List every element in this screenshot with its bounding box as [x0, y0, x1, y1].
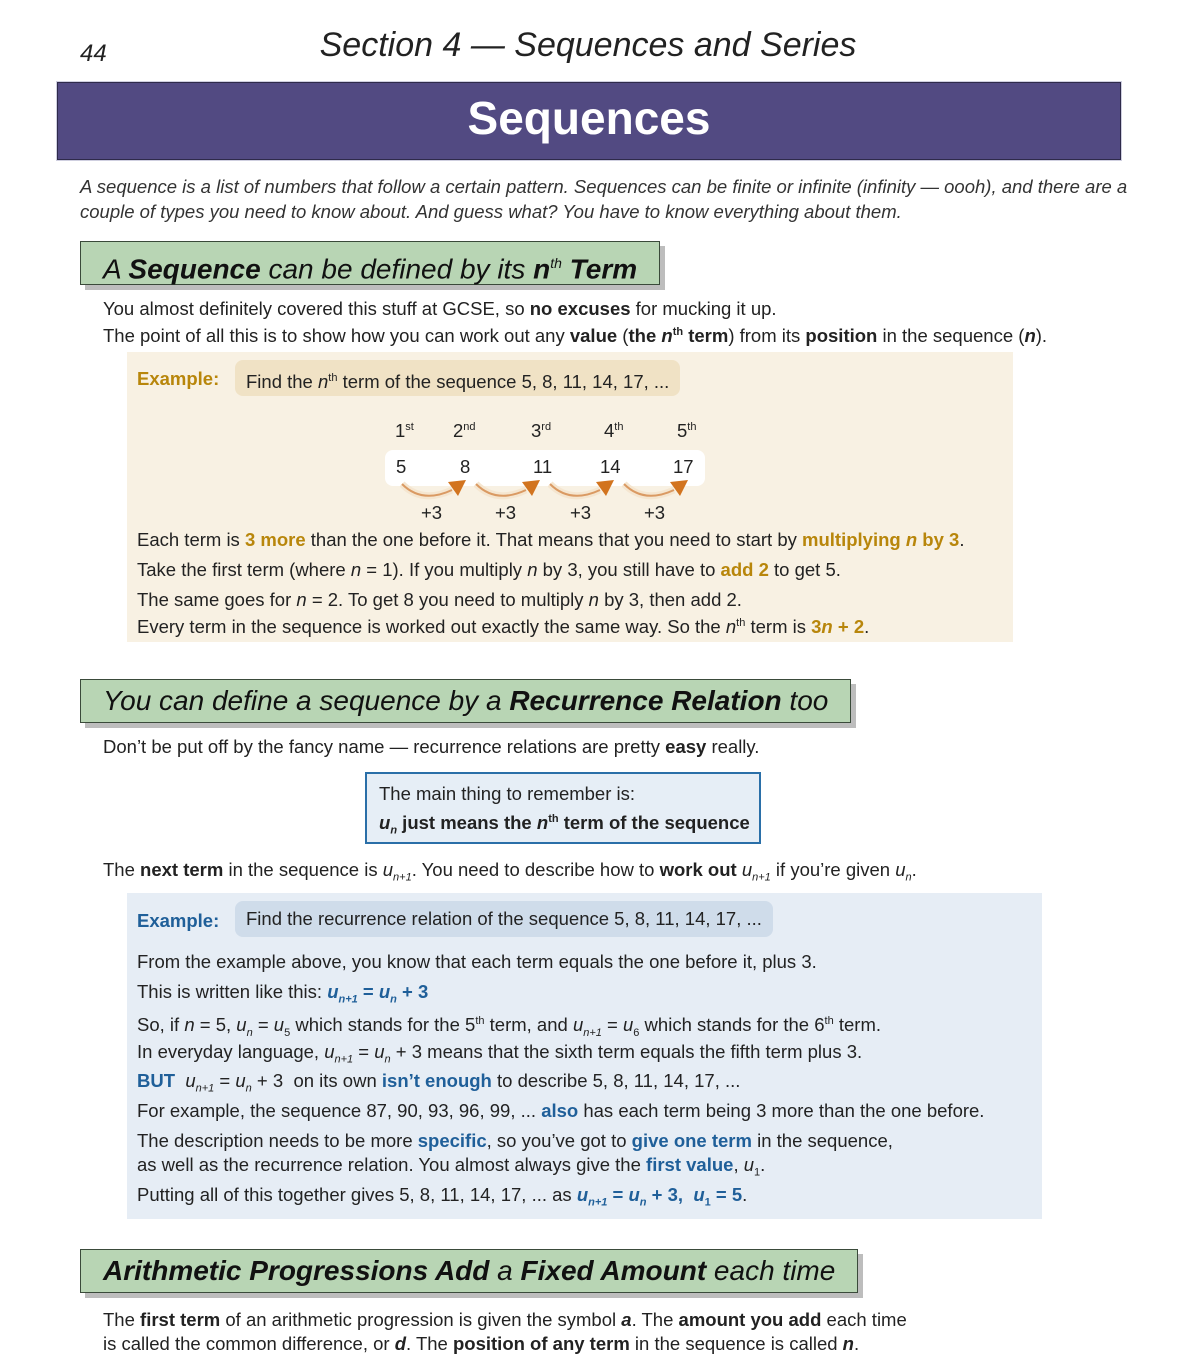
text: u [693, 1184, 705, 1205]
text: term. [833, 1014, 881, 1036]
text: n [821, 616, 833, 638]
text: st [405, 420, 414, 433]
heading-text: can be defined by its [260, 253, 534, 285]
text: = [607, 1184, 629, 1205]
text: Putting all of this together gives 5, 8, 11, 14, 17, ... as [137, 1184, 577, 1205]
text: n [318, 371, 329, 393]
text: no excuses [529, 298, 631, 319]
text [395, 1333, 406, 1354]
text: position of any term [452, 1333, 630, 1354]
text: + 3 means that the sixth term equals the fifth term plus 3. [390, 1041, 863, 1062]
text: u [374, 1041, 385, 1062]
example-question: Find the recurrence relation of the sequence 5, 8, 11, 14, 17, ... [235, 901, 773, 937]
text: n [725, 616, 737, 638]
text: . [959, 529, 965, 550]
text: The [103, 1309, 141, 1330]
text: = [353, 1041, 375, 1062]
text: 5 [284, 1026, 291, 1039]
text: in the sequence is [223, 859, 383, 880]
text: u [741, 859, 753, 880]
heading-text: Recurrence Relation [509, 685, 782, 716]
sequence-value: 5 [396, 456, 407, 477]
text: term is [745, 616, 812, 638]
ordinal-label [395, 420, 414, 442]
text: term of the sequence 5, 8, 11, 14, 17, ... [337, 371, 670, 393]
text: than the one before it. That means that you need to start by [305, 529, 803, 550]
text: u [378, 981, 391, 1002]
text: = [214, 1070, 236, 1091]
text: n+1 [583, 1026, 602, 1039]
sequence-value: 14 [600, 456, 621, 477]
text: Don’t be put off by the fancy name — recurrence relations are pretty [103, 736, 666, 757]
paragraph [103, 1307, 907, 1332]
text: = 5 [710, 1184, 743, 1205]
text: = 2. To get 8 you need to multiply [306, 589, 589, 610]
text: 1 [704, 1196, 711, 1209]
page-title: Sequences [467, 92, 711, 144]
text: n [246, 1026, 253, 1039]
page-number: 44 [80, 40, 107, 67]
text: 5 [677, 420, 688, 441]
text: next term [140, 859, 224, 880]
explanation-line [137, 1068, 740, 1102]
example-label: Example: [137, 368, 220, 389]
key-point-callout [365, 772, 761, 844]
text: easy [665, 736, 707, 757]
text [752, 872, 771, 884]
text: which stands for the 5 [290, 1014, 476, 1036]
heading-text: th [550, 255, 562, 271]
ordinal-label [453, 420, 476, 442]
text: u [379, 812, 391, 833]
text: n [296, 589, 307, 610]
text: as well as the recurrence relation. You almost always give the [137, 1154, 647, 1175]
section-heading-arithmetic-progressions [80, 1249, 858, 1293]
text: which stands for the 6 [639, 1014, 825, 1036]
text: n+1 [752, 871, 771, 884]
example-recurrence-relation [127, 893, 1042, 1219]
text: has each term being 3 more than the one before. [578, 1100, 985, 1121]
text: You almost definitely covered this stuff at GCSE, so [103, 298, 530, 319]
ordinal-label [531, 420, 551, 442]
text [175, 1070, 185, 1091]
text: each time [821, 1309, 907, 1330]
text: ( [617, 325, 629, 347]
example-label: Example: [137, 910, 220, 931]
text: isn’t enough [381, 1070, 492, 1091]
text: n [350, 559, 362, 580]
heading-text: n [533, 253, 551, 285]
text: The [103, 859, 141, 880]
difference-label: +3 [644, 502, 666, 523]
text: , so you’ve got to [486, 1130, 632, 1151]
text: by 3, then add 2. [598, 589, 742, 610]
text: nd [463, 420, 476, 433]
text [393, 872, 412, 884]
difference-label: +3 [495, 502, 517, 523]
text: in the sequence ( [877, 325, 1025, 347]
text: , [733, 1154, 744, 1175]
text: Find the [246, 371, 318, 393]
explanation-line [137, 527, 964, 552]
text: ) from its [728, 325, 806, 347]
intro-paragraph: A sequence is a list of numbers that follow a certain pattern. Sequences can be finite or infinite (infinity — oooh), and there are a couple of types you need to know about. And guess what? You have to know everything about them. [80, 176, 1128, 222]
text: u [236, 1014, 247, 1036]
text: n [1024, 325, 1036, 347]
text: ). [1035, 325, 1048, 347]
text: multiplying [802, 529, 906, 550]
text: 4 [604, 420, 615, 441]
text: = [252, 1014, 274, 1036]
text: For example, the sequence 87, 90, 93, 96, 99, ... [137, 1100, 542, 1121]
text [390, 994, 397, 1006]
explanation-line [137, 611, 869, 639]
text: rd [541, 420, 552, 433]
text: . [911, 859, 917, 880]
text: amount you add [678, 1309, 822, 1330]
text: add 2 [720, 559, 769, 580]
heading-text: A [103, 253, 129, 285]
explanation-line [137, 587, 742, 612]
heading-text: Term [561, 253, 638, 285]
text: + 3 [396, 981, 429, 1002]
text: n [384, 1053, 391, 1066]
text: 6 [633, 1026, 640, 1039]
callout-line [379, 812, 750, 837]
text: for mucking it up. [630, 298, 777, 319]
text: + 3, [646, 1184, 694, 1205]
text: if you’re given [770, 859, 896, 880]
section-title: Section 4 — Sequences and Series [319, 26, 857, 64]
text: 2 [453, 420, 464, 441]
sequence-value: 17 [673, 456, 694, 477]
text: n [536, 812, 549, 833]
text: n [905, 529, 918, 550]
text [327, 981, 429, 1006]
text: u [576, 1184, 589, 1205]
explanation-line [137, 979, 428, 1013]
example-nth-term [127, 352, 1013, 642]
text: u [623, 1014, 634, 1036]
text: + 2 [832, 616, 865, 638]
callout-line: The main thing to remember is: [379, 783, 636, 804]
difference-label: +3 [421, 502, 443, 523]
text: to get 5. [768, 559, 841, 580]
text: . [853, 1333, 860, 1354]
paragraph [103, 1331, 859, 1356]
text [621, 1309, 631, 1330]
text: d [394, 1333, 407, 1354]
explanation-line [137, 1182, 747, 1216]
text: th [328, 372, 338, 384]
text: u [572, 1014, 584, 1036]
text: = [601, 1014, 623, 1036]
text: n [842, 1333, 854, 1354]
text: The point of all this is to show how you can work out any [103, 325, 570, 347]
text: n [245, 1082, 252, 1095]
text: . [742, 1184, 748, 1205]
text: This is written like this: [137, 981, 328, 1002]
heading-text: each time [706, 1255, 836, 1286]
text: just means the [397, 812, 537, 833]
text: . The [631, 1309, 679, 1330]
text: u [895, 859, 906, 880]
text: Take the first term (where [137, 559, 351, 580]
text: really. [706, 736, 760, 757]
sequence-value: 8 [460, 456, 471, 477]
text: = 5, [194, 1014, 237, 1036]
text [583, 1027, 602, 1039]
ordinal-label [677, 420, 696, 442]
text: n [527, 559, 538, 580]
text: . The [406, 1333, 453, 1354]
text: th [548, 812, 559, 825]
text: u [628, 1184, 640, 1205]
text: work out [659, 859, 737, 880]
text [1024, 325, 1035, 346]
text: In everyday language, [137, 1041, 325, 1062]
text: n+1 [195, 1082, 215, 1095]
ordinal-label [604, 420, 623, 442]
text: n [661, 325, 673, 347]
section-heading-recurrence-relation [80, 679, 851, 723]
text: So, if [137, 1014, 185, 1036]
text: to describe 5, 8, 11, 14, 17, ... [491, 1070, 741, 1091]
text: = 1). If you multiply [361, 559, 528, 580]
text: in the sequence, [751, 1130, 893, 1151]
text [843, 1333, 854, 1354]
text [196, 1083, 215, 1095]
text: first term [140, 1309, 221, 1330]
text: a [621, 1309, 632, 1330]
text: . You need to describe how to [411, 859, 660, 880]
text: position [805, 325, 878, 347]
text: term of the sequence [558, 812, 750, 833]
text: th [614, 420, 624, 433]
paragraph [103, 320, 1047, 348]
sequence-value: 11 [533, 456, 553, 477]
text: Each term is [137, 529, 245, 550]
text: + 3 on its own [251, 1070, 382, 1091]
paragraph [103, 857, 917, 891]
text: n+1 [588, 1196, 608, 1209]
text [588, 1197, 607, 1209]
text: 1 [754, 1166, 761, 1179]
text: n [184, 1014, 195, 1036]
heading-text: You can define a sequence by a [103, 685, 510, 716]
text: u [235, 1070, 246, 1091]
difference-label: +3 [570, 502, 592, 523]
text: give one term [631, 1130, 752, 1151]
text: n [390, 824, 398, 837]
text [339, 994, 358, 1006]
text [802, 529, 959, 550]
text: th [672, 326, 684, 338]
text: of an arithmetic progression is given the symbol [220, 1309, 622, 1330]
text: The same goes for [137, 589, 297, 610]
paragraph [103, 296, 777, 321]
text [576, 1184, 743, 1209]
text: n [390, 993, 397, 1006]
explanation-line [137, 1152, 765, 1186]
heading-text: a [489, 1255, 521, 1286]
heading-text: Fixed Amount [520, 1255, 707, 1286]
text: th [475, 1015, 485, 1027]
text: term [683, 325, 729, 347]
text: u [324, 1041, 335, 1062]
explanation-line [137, 1128, 893, 1153]
explanation-line [137, 1098, 984, 1123]
heading-text: Arithmetic Progressions Add [103, 1255, 490, 1286]
text: n [905, 871, 912, 884]
text: specific [417, 1130, 487, 1151]
text: n [639, 1196, 647, 1209]
explanation-line [137, 557, 841, 582]
text: u [185, 1070, 196, 1091]
text [811, 616, 864, 637]
text: 3 [531, 420, 542, 441]
text [628, 325, 728, 346]
text: term, and [484, 1014, 573, 1036]
heading-text: too [781, 685, 829, 716]
text: first value [646, 1154, 734, 1175]
text: Every term in the sequence is worked out exactly the same way. So the [137, 616, 726, 638]
text: n [588, 589, 599, 610]
text: BUT [137, 1070, 176, 1091]
paragraph [103, 734, 759, 759]
text: the [628, 325, 662, 347]
explanation-line: From the example above, you know that each term equals the one before it, plus 3. [137, 951, 817, 972]
text: n+1 [334, 1053, 354, 1066]
text: u [382, 859, 394, 880]
page-banner [57, 82, 1121, 160]
text: u [327, 981, 339, 1002]
text: . [760, 1154, 766, 1175]
text: by 3, you still have to [537, 559, 721, 580]
section-heading-nth-term [80, 241, 660, 285]
text: 1 [395, 420, 406, 441]
heading-text: Sequence [128, 253, 261, 285]
text: also [541, 1100, 579, 1121]
example-question [235, 360, 680, 396]
text: The description needs to be more [137, 1130, 418, 1151]
text: n+1 [393, 871, 412, 884]
text: n+1 [338, 993, 358, 1006]
text: th [687, 420, 697, 433]
text: u [743, 1154, 755, 1175]
text: 3 more [244, 529, 306, 550]
text: is called the common difference, or [103, 1333, 395, 1354]
text: = [357, 981, 379, 1002]
text [334, 1054, 353, 1066]
text: . [864, 616, 870, 638]
text: th [824, 1015, 834, 1027]
text: th [736, 617, 746, 629]
text: by 3 [917, 529, 960, 550]
text: u [273, 1014, 285, 1036]
text: value [569, 325, 618, 347]
text: in the sequence is called [629, 1333, 843, 1354]
text [640, 1197, 647, 1209]
text: 3 [811, 616, 822, 638]
